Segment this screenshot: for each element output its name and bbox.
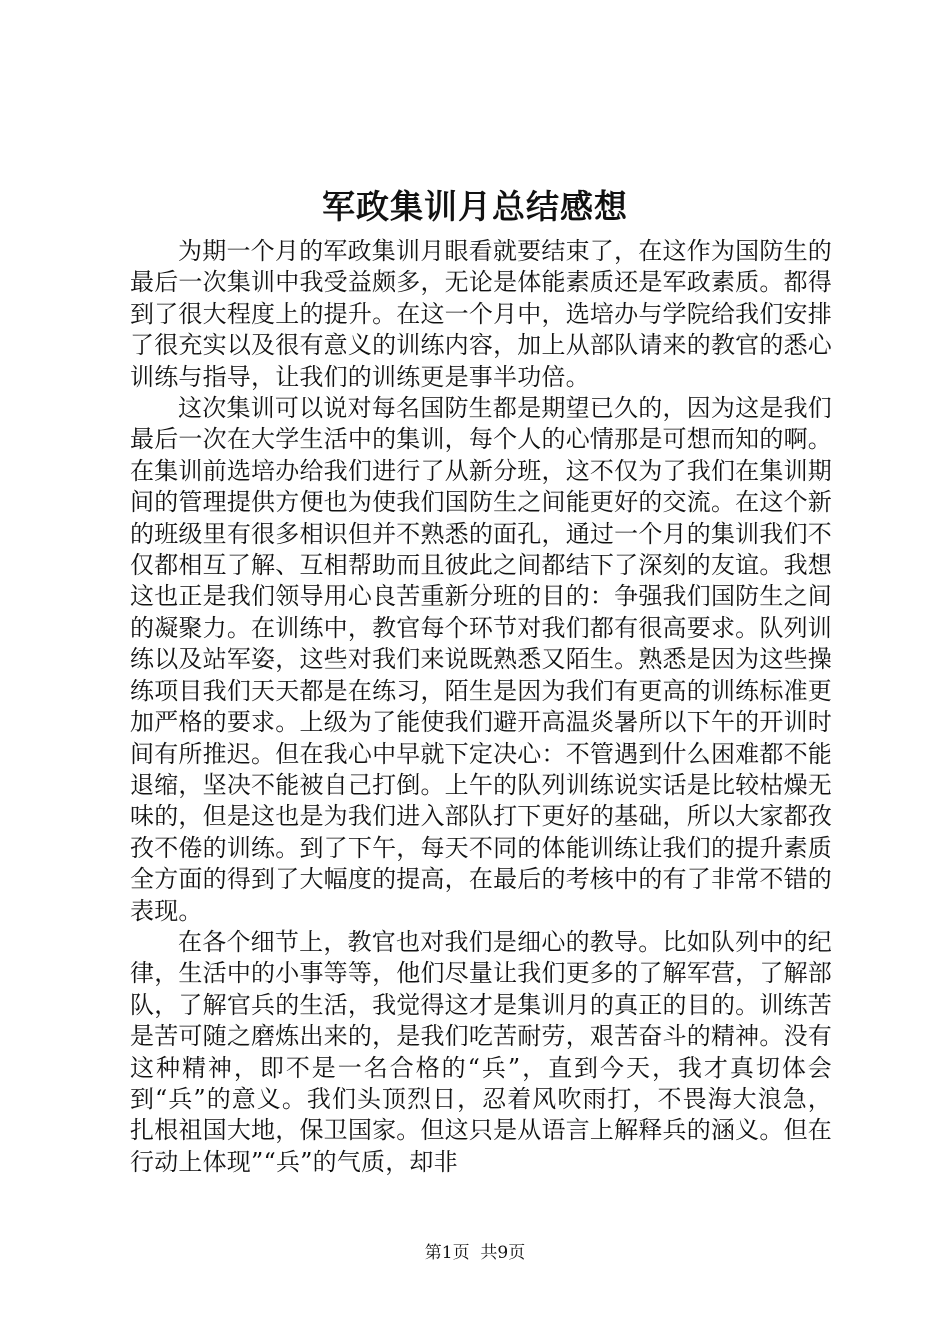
page-number-footer: 第1页 共9页 <box>424 1243 526 1263</box>
document-body <box>130 236 832 1178</box>
document-title: 军政集训月总结感想 <box>322 187 628 226</box>
paragraph-3: 在各个细节上，教官也对我们是细心的教导。比如队列中的纪律，生活中的小事等等，他们尽量让我们更多的了解军营，了解部队，了解官兵的生活，我觉得这才是集训月的真正的目的。训练苦是苦可随之磨炼出来的，是我们吃苦耐劳，艰苦奋斗的精神。没有这种精神，即不是一名合格的“兵”，直到今天，我才真切体会到“兵”的意义。我们头顶烈日，忍着风吹雨打，不畏海大浪急，扎根祖国大地，保卫国家。但这只是从语言上解释兵的涵义。但在行动上体现”“兵”的气质，却非 <box>130 927 832 1176</box>
paragraph-1: 为期一个月的军政集训月眼看就要结束了，在这作为国防生的最后一次集训中我受益颇多，无论是体能素质还是军政素质。都得到了很大程度上的提升。在这一个月中，选培办与学院给我们安排了很充实以及很有意义的训练内容，加上从部队请来的教官的悉心训练与指导，让我们的训练更是事半功倍。 <box>130 237 832 391</box>
paragraph-2: 这次集训可以说对每名国防生都是期望已久的，因为这是我们最后一次在大学生活中的集训，每个人的心情那是可想而知的啊。在集训前选培办给我们进行了从新分班，这不仅为了我们在集训期间的管理提供方便也为使我们国防生之间能更好的交流。在这个新的班级里有很多相识但并不熟悉的面孔，通过一个月的集训我们不仅都相互了解、互相帮助而且彼此之间都结下了深刻的友谊。我想这也正是我们领导用心良苦重新分班的目的：争强我们国防生之间的凝聚力。在训练中，教官每个环节对我们都有很高要求。队列训练以及站军姿，这些对我们来说既熟悉又陌生。熟悉是因为这些操练项目我们天天都是在练习，陌生是因为我们有更高的训练标准更加严格的要求。上级为了能使我们避开高温炎暑所以下午的开训时间有所推迟。但在我心中早就下定决心：不管遇到什么困难都不能退缩，坚决不能被自己打倒。上午的队列训练说实话是比较枯燥无味的，但是这也是为我们进入部队打下更好的基础，所以大家都孜孜不倦的训练。到了下午，每天不同的体能训练让我们的提升素质全方面的得到了大幅度的提高，在最后的考核中的有了非常不错的表现。 <box>130 394 832 925</box>
